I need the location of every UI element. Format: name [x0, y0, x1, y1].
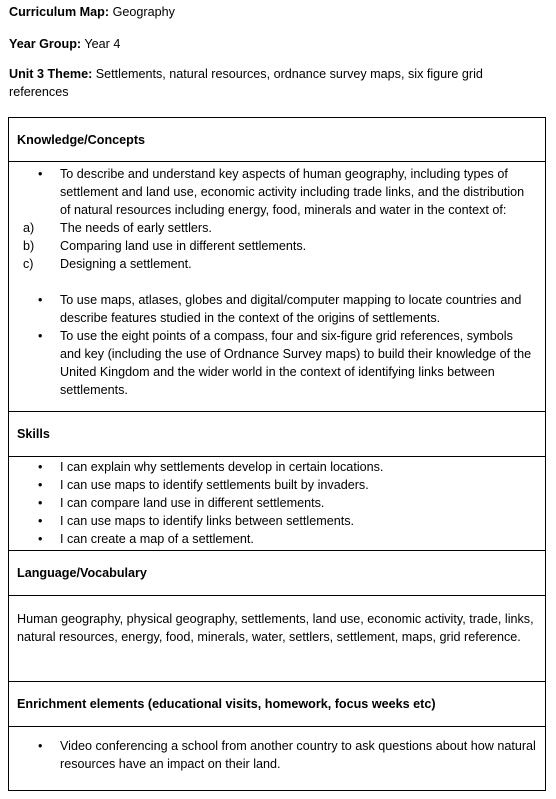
enrichment-heading: Enrichment elements (educational visits, homework, focus weeks etc)	[17, 697, 436, 711]
list-item: • Video conferencing a school from another country to ask questions about how natural resources have an impact on their land.	[17, 737, 537, 773]
knowledge-header-row	[9, 118, 545, 161]
unit-theme-value: Settlements, natural resources, ordnance survey maps, six figure grid references	[9, 67, 483, 99]
curriculum-map-label: Curriculum Map:	[9, 5, 110, 19]
list-item: • To use maps, atlases, globes and digital/computer mapping to locate countries and describe features studied in the context of the origins of settlements.	[17, 291, 537, 327]
skills-body-row	[9, 456, 545, 550]
skills-header-row	[9, 411, 545, 456]
year-group-line	[9, 35, 120, 53]
curriculum-map-value: Geography	[112, 5, 175, 19]
vocabulary-heading: Language/Vocabulary	[17, 566, 147, 580]
curriculum-map-line	[9, 3, 175, 21]
sub-list-item: c) Designing a settlement.	[23, 257, 192, 271]
spacer	[17, 273, 537, 291]
vocabulary-header-row	[9, 550, 545, 595]
skills-list	[17, 458, 537, 548]
knowledge-heading: Knowledge/Concepts	[17, 132, 146, 147]
list-item: • I can use maps to identify links between settlements.	[17, 512, 537, 530]
enrichment-header-row	[9, 681, 545, 726]
enrichment-list	[17, 737, 537, 773]
knowledge-body-row	[9, 161, 545, 411]
sub-list-item: a) The needs of early settlers.	[23, 221, 212, 235]
vocabulary-body-row	[9, 595, 545, 681]
year-group-value: Year 4	[84, 37, 121, 51]
list-item: • I can compare land use in different settlements.	[17, 494, 537, 512]
curriculum-table	[8, 117, 546, 791]
unit-theme-label: Unit 3 Theme:	[9, 67, 93, 81]
list-item: • I can create a map of a settlement.	[17, 530, 537, 548]
list-item: • To use the eight points of a compass, four and six-figure grid references, symbols and key (including the use of Ordnance Survey maps) to build their knowledge of the United Kingdom and the wider world in the context of identifying links between settlements.	[17, 327, 537, 399]
list-item: • To describe and understand key aspects of human geography, including types of settlement and land use, economic activity including trade links, and the distribution of natural resources including energy, food, minerals and water in the context of:	[17, 165, 537, 219]
year-group-label: Year Group:	[9, 37, 82, 51]
enrichment-body-row	[9, 726, 545, 790]
vocabulary-text: Human geography, physical geography, settlements, land use, economic activity, trade, links, natural resources, energy, food, minerals, water, settlers, settlement, maps, grid reference.	[17, 612, 534, 644]
skills-heading: Skills	[17, 427, 50, 441]
list-item: • I can explain why settlements develop in certain locations.	[17, 458, 537, 476]
unit-theme-line	[9, 65, 529, 101]
knowledge-list	[17, 165, 537, 399]
list-item: • I can use maps to identify settlements built by invaders.	[17, 476, 537, 494]
sub-list-item: b) Comparing land use in different settlements.	[23, 239, 307, 253]
